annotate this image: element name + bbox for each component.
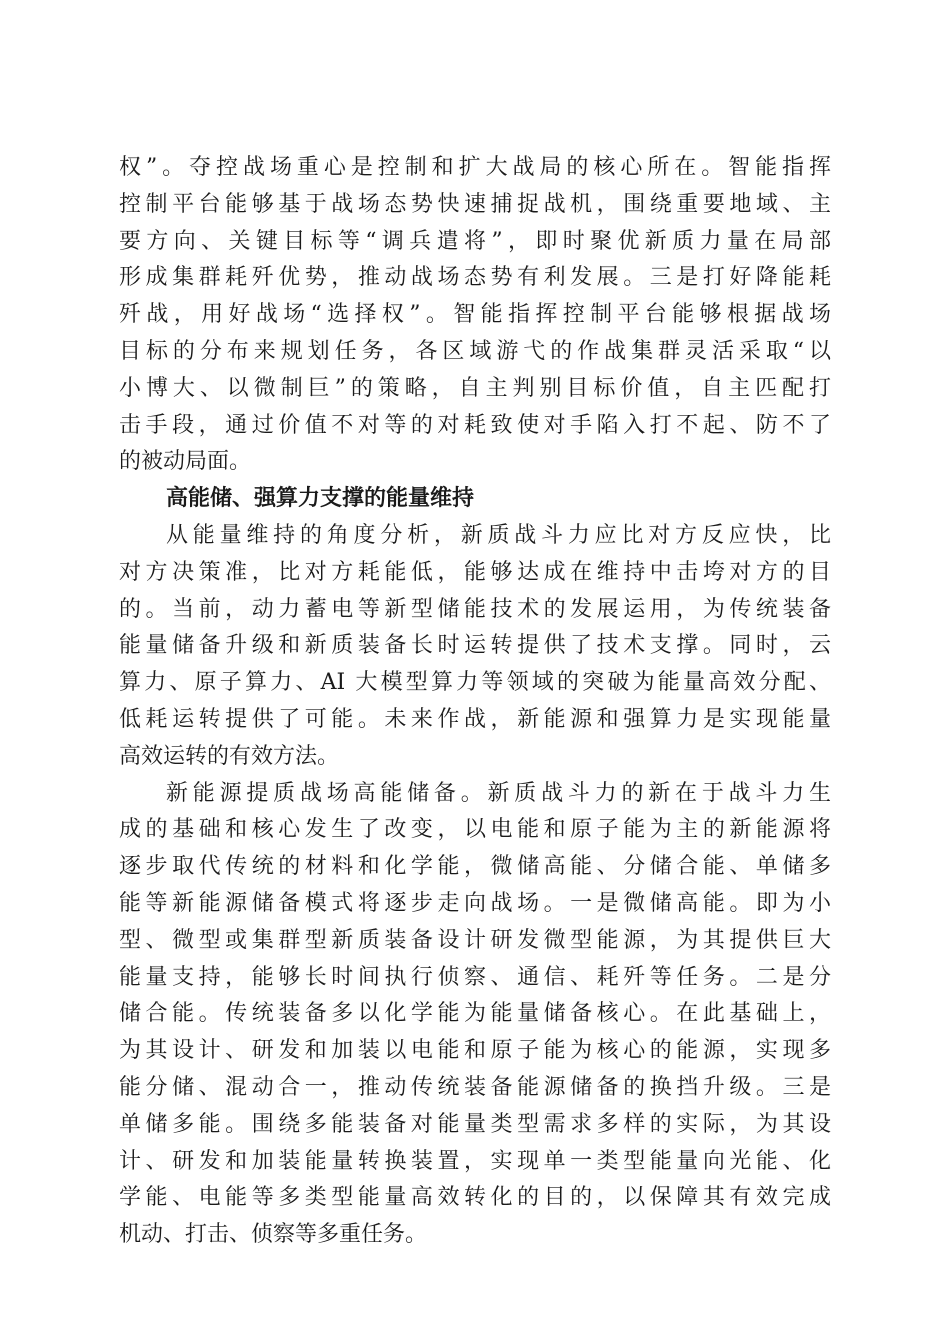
paragraph-line: 单储多能。围绕多能装备对能量类型需求多样的实际，为其设 xyxy=(119,1111,831,1137)
paragraph-line: 储合能。传统装备多以化学能为能量储备核心。在此基础上， xyxy=(119,1001,831,1027)
paragraph-line: 逐步取代传统的材料和化学能，微储高能、分储合能、单储多 xyxy=(119,854,831,880)
paragraph-line: 为其设计、研发和加装以电能和原子能为核心的能源，实现多 xyxy=(119,1038,831,1064)
paragraph-line: 目标的分布来规划任务，各区域游弋的作战集群灵活采取“以 xyxy=(119,338,831,364)
paragraph-line: 能分储、混动合一，推动传统装备能源储备的换挡升级。三是 xyxy=(119,1074,831,1100)
paragraph-line: 权”。夺控战场重心是控制和扩大战局的核心所在。智能指挥 xyxy=(119,155,831,180)
paragraph-line: 高效运转的有效方法。 xyxy=(119,743,340,769)
paragraph-line: 能量储备升级和新质装备长时运转提供了技术支撑。同时，云 xyxy=(119,633,831,659)
paragraph-line: 击手段，通过价值不对等的对耗致使对手陷入打不起、防不了 xyxy=(119,412,831,438)
paragraph-line: 计、研发和加装能量转换装置，实现单一类型能量向光能、化 xyxy=(119,1148,831,1174)
paragraph-line: 要方向、关键目标等“调兵遣将”，即时聚优新质力量在局部 xyxy=(119,228,831,254)
paragraph-line: 对方决策准，比对方耗能低，能够达成在维持中击垮对方的目 xyxy=(119,559,831,585)
paragraph-line: 算力、原子算力、AI 大模型算力等领域的突破为能量高效分配、 xyxy=(119,670,831,696)
paragraph-line: 歼战，用好战场“选择权”。智能指挥控制平台能够根据战场 xyxy=(119,302,831,328)
paragraph-line: 的。当前，动力蓄电等新型储能技术的发展运用，为传统装备 xyxy=(119,596,831,622)
paragraph-line: 低耗运转提供了可能。未来作战，新能源和强算力是实现能量 xyxy=(119,706,831,732)
paragraph-line: 机动、打击、侦察等多重任务。 xyxy=(119,1222,428,1248)
paragraph-2 xyxy=(119,518,831,776)
paragraph-3 xyxy=(119,776,831,1254)
paragraph-line: 小博大、以微制巨”的策略，自主判别目标价值，自主匹配打 xyxy=(119,375,831,401)
paragraph-line: 学能、电能等多类型能量高效转化的目的，以保障其有效完成 xyxy=(119,1185,831,1211)
paragraph-line: 型、微型或集群型新质装备设计研发微型能源，为其提供巨大 xyxy=(119,927,831,953)
paragraph-line: 从能量维持的角度分析，新质战斗力应比对方反应快，比 xyxy=(166,522,831,548)
paragraph-line: 形成集群耗歼优势，推动战场态势有利发展。三是打好降能耗 xyxy=(119,265,831,291)
paragraph-line: 新能源提质战场高能储备。新质战斗力的新在于战斗力生 xyxy=(166,780,831,806)
paragraph-line: 能量支持，能够长时间执行侦察、通信、耗歼等任务。二是分 xyxy=(119,964,831,990)
document-page xyxy=(119,150,831,1254)
section-heading: 高能储、强算力支撑的能量维持 xyxy=(166,486,475,512)
paragraph-line: 成的基础和核心发生了改变，以电能和原子能为主的新能源将 xyxy=(119,817,831,843)
paragraph-line: 能等新能源储备模式将逐步走向战场。一是微储高能。即为小 xyxy=(119,890,831,916)
paragraph-line: 控制平台能够基于战场态势快速捕捉战机，围绕重要地域、主 xyxy=(119,191,831,217)
paragraph-line: 的被动局面。 xyxy=(119,449,252,475)
paragraph-1 xyxy=(119,150,831,481)
